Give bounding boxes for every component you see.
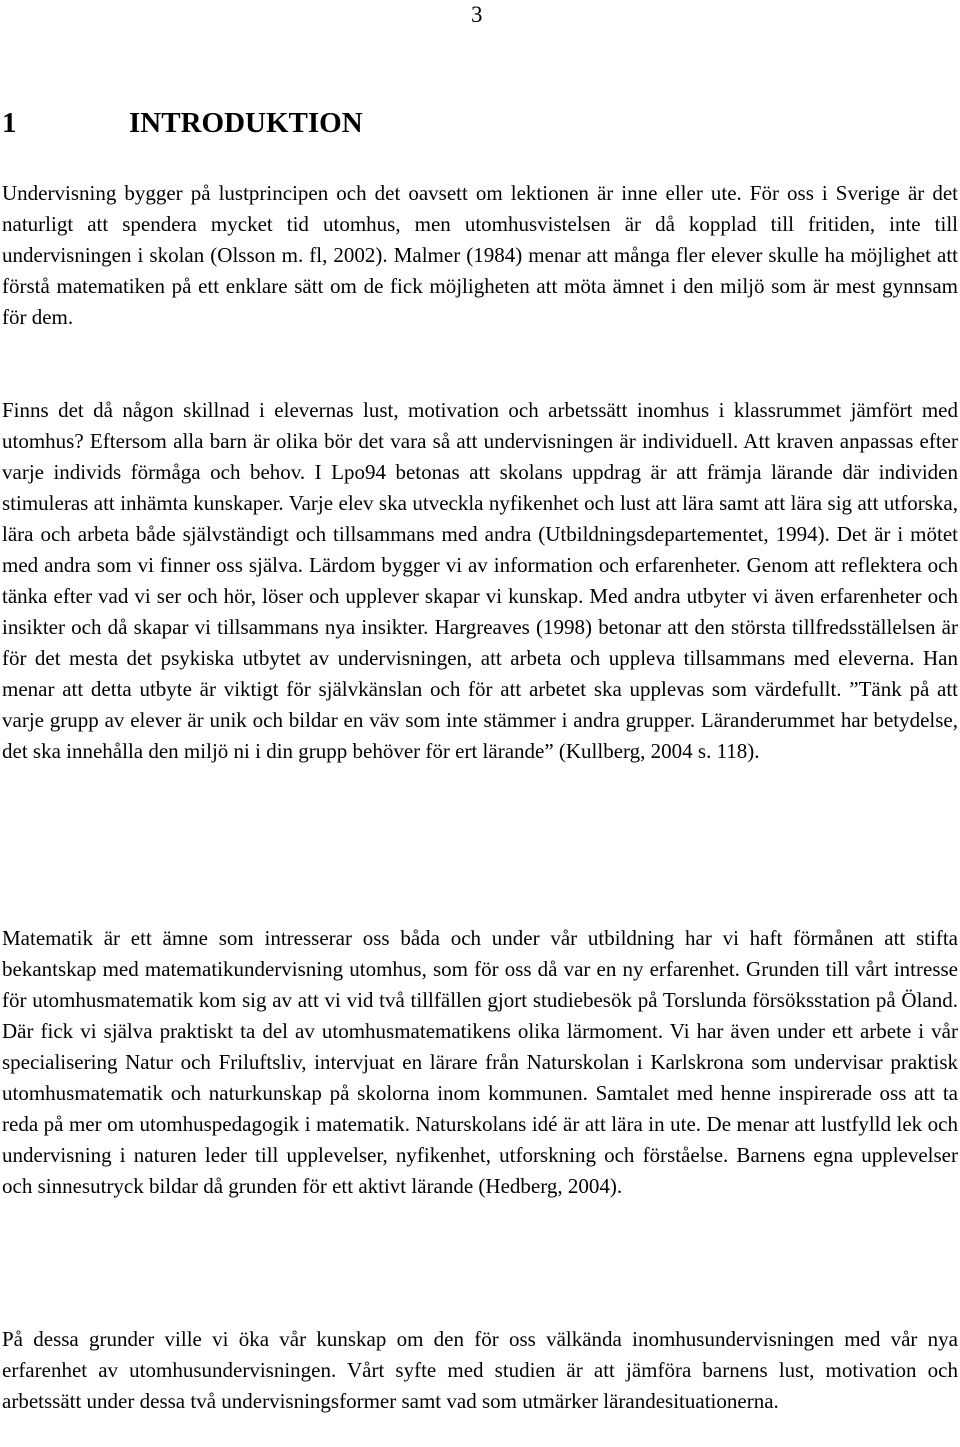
page-number: 3	[471, 2, 483, 27]
section-number: 1	[2, 107, 17, 139]
section-heading	[2, 106, 363, 140]
paragraph-3: Matematik är ett ämne som intresserar oss båda och under vår utbildning har vi haft förmånen att stifta bekantskap med matematikundervisning utomhus, som för oss då var en ny erfarenhet. Grunden till vårt intresse för utomhusmatematik kom sig av att vi vid två tillfällen gjort studiebesök på Torslunda försöksstation på Öland. Där fick vi själva praktiskt ta del av utomhusmatematikens olika lärmoment. Vi har även under ett arbete i vår specialisering Natur och Friluftsliv, intervjuat en lärare från Naturskolan i Karlskrona som undervisar praktisk utomhusmatematik och naturkunskap på skolorna inom kommunen. Samtalet med henne inspirerade oss att ta reda på mer om utomhuspedagogik i matematik. Naturskolans idé är att lära in ute. De menar att lustfylld lek och undervisning i naturen leder till upplevelser, nyfikenhet, utforskning och förståelse. Barnens egna upplevelser och sinnesutryck bildar då grunden för ett aktivt lärande (Hedberg, 2004).	[2, 926, 958, 1198]
paragraph-4: På dessa grunder ville vi öka vår kunskap om den för oss välkända inomhusundervisningen med vår nya erfarenhet av utomhusundervisningen. Vårt syfte med studien är att jämföra barnens lust, motivation och arbetssätt under dessa två undervisningsformer samt vad som utmärker lärandesituationerna.	[2, 1327, 958, 1413]
paragraph-1: Undervisning bygger på lustprincipen och det oavsett om lektionen är inne eller ute. För oss i Sverige är det naturligt att spendera mycket tid utomhus, men utomhusvistelsen är då kopplad till fritiden, inte till undervisningen i skolan (Olsson m. fl, 2002). Malmer (1984) menar att många fler elever skulle ha möjlighet att förstå matematiken på ett enklare sätt om de fick möjligheten att möta ämnet i den miljö som är mest gynnsam för dem.	[2, 181, 958, 329]
section-title: INTRODUKTION	[129, 107, 363, 139]
paragraph-2: Finns det då någon skillnad i elevernas lust, motivation och arbetssätt inomhus i klassrummet jämfört med utomhus? Eftersom alla barn är olika bör det vara så att undervisningen är individuell. Att kraven anpassas efter varje individs förmåga och behov. I Lpo94 betonas att skolans uppdrag är att främja lärande där individen stimuleras att inhämta kunskaper. Varje elev ska utveckla nyfikenhet och lust att lära samt att lära sig att utforska, lära och arbeta både självständigt och tillsammans med andra (Utbildningsdepartementet, 1994). Det är i mötet med andra som vi finner oss själva. Lärdom bygger vi av information och erfarenheter. Genom att reflektera och tänka efter vad vi ser och hör, löser och upplever skapar vi kunskap. Med andra utbyter vi även erfarenheter och insikter och då skapar vi tillsammans nya insikter. Hargreaves (1998) betonar att den största tillfredsställelsen är för det mesta det psykiska utbytet av undervisningen, att arbeta och uppleva tillsammans med eleverna. Han menar att detta utbyte är viktigt för självkänslan och för att arbetet ska upplevas som värdefullt. ”Tänk på att varje grupp av elever är unik och bildar en väv som inte stämmer i andra grupper. Läranderummet har betydelse, det ska innehålla den miljö ni i din grupp behöver för ert lärande” (Kullberg, 2004 s. 118).	[2, 398, 958, 763]
